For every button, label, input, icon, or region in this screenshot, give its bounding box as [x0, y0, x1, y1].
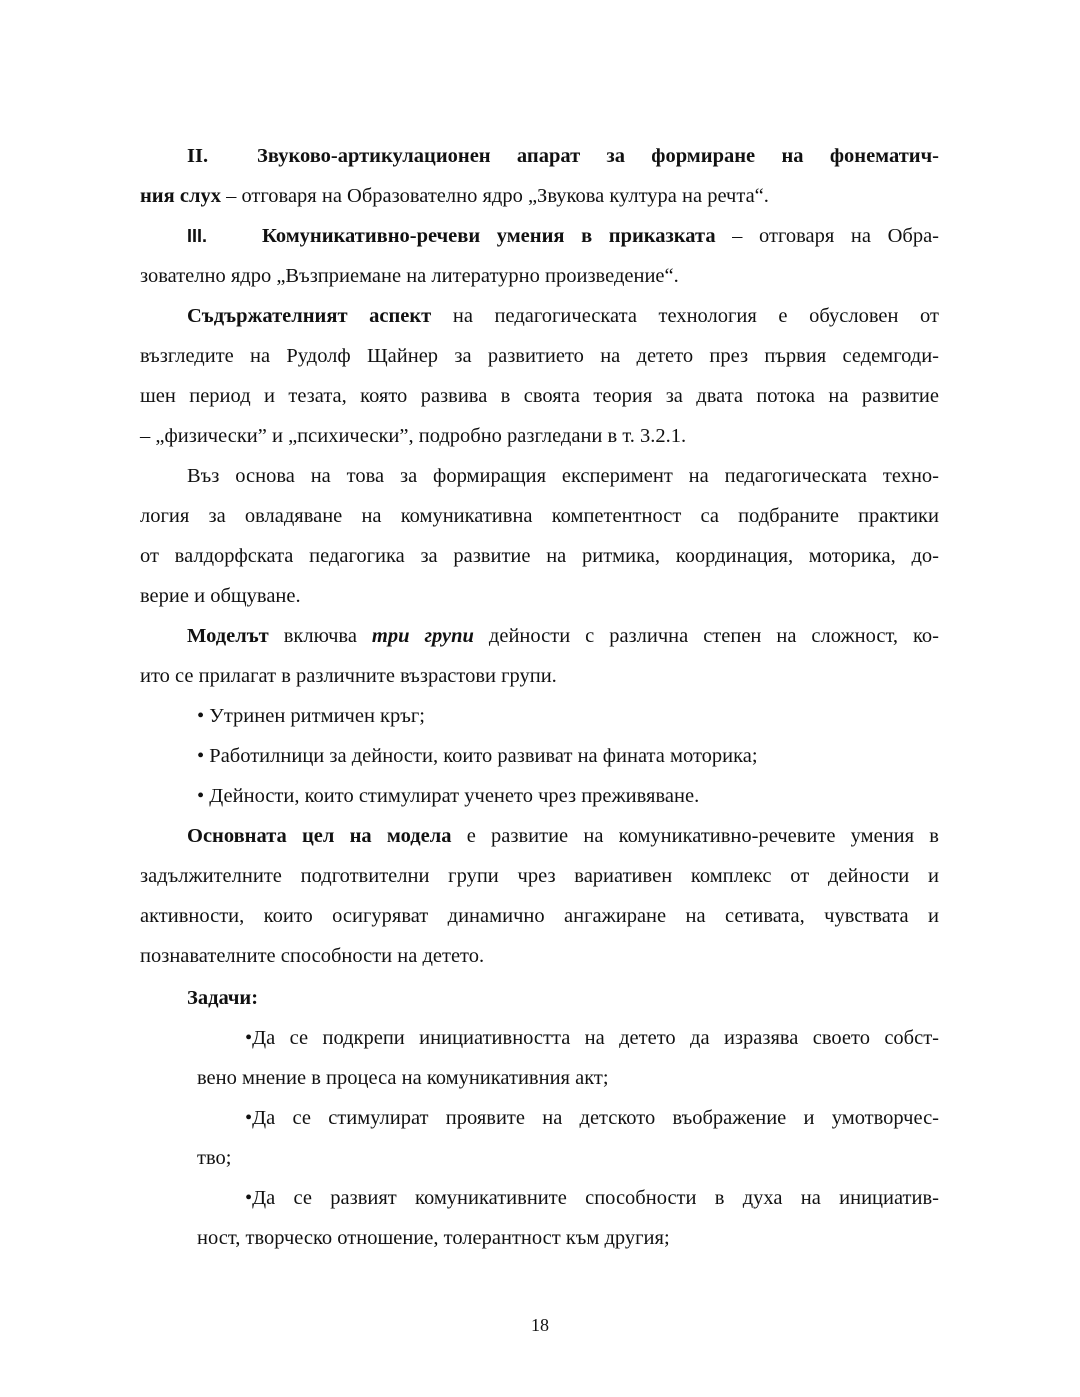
content-aspect-term: Съдържателният аспект — [187, 305, 432, 327]
model-text-b: дейности с различна степен на сложност, ко- — [473, 625, 939, 647]
page-number: 18 — [531, 1315, 549, 1335]
section-ii-numeral: II. — [187, 145, 209, 167]
task-item-line1: •Да се развият комуникативните способности в духа на инициатив- — [245, 1187, 939, 1209]
model-line2: ито се прилагат в различните възрастови групи. — [140, 665, 557, 687]
basis-line4: верие и общуване. — [140, 585, 301, 607]
model-term: Моделът — [187, 625, 269, 647]
basis-line2: логия за овладяване на комуникативна компетентност са подбраните практики — [140, 505, 939, 527]
tasks-heading-text: Задачи: — [187, 987, 259, 1009]
goal-line3: активности, които осигуряват динамично ангажиране на сетивата, чувствата и — [140, 905, 939, 927]
section-ii-heading-line1 — [187, 142, 939, 170]
section-ii-heading-cont: ния слух — [140, 185, 221, 207]
task-item-line2: вено мнение в процеса на комуникативния акт; — [197, 1067, 609, 1089]
content-aspect-text: на педагогическата технология е обусловен от — [431, 305, 939, 327]
section-iii-heading: Комуникативно-речеви умения в приказката — [262, 225, 716, 247]
model-text-a: включва — [268, 625, 372, 647]
model-line1 — [187, 622, 939, 650]
section-iii-line2: зователно ядро „Възприемане на литературно произведение“. — [140, 265, 679, 287]
section-iii-numeral: III. — [187, 226, 208, 246]
section-iii-line1 — [187, 222, 939, 250]
bullet-item: • Дейности, които стимулират ученето чрез преживяване. — [197, 785, 700, 807]
task-item-line1: •Да се стимулират проявите на детското въображение и умотворчес- — [245, 1107, 939, 1129]
goal-term: Основната цел на модела — [187, 825, 452, 847]
task-item-line2: тво; — [197, 1147, 232, 1169]
goal-line1 — [187, 822, 939, 850]
bullet-item: • Утринен ритмичен кръг; — [197, 705, 425, 727]
content-aspect-line2: възгледите на Рудолф Щайнер за развитието на детето през първия седемгоди- — [140, 345, 939, 367]
task-item-line2: ност, творческо отношение, толерантност към другия; — [197, 1227, 670, 1249]
section-iii-text: – отговаря на Обра- — [715, 225, 939, 247]
model-emphasis: три групи — [371, 625, 474, 647]
goal-text: е развитие на комуникативно-речевите умения в — [451, 825, 939, 847]
tasks-heading — [187, 984, 258, 1012]
basis-line3: от валдорфската педагогика за развитие на ритмика, координация, моторика, до- — [140, 545, 939, 567]
goal-line2: задължителните подготвителни групи чрез вариативен комплекс от дейности и — [140, 865, 939, 887]
bullet-item: • Работилници за дейности, които развиват на фината моторика; — [197, 745, 758, 767]
goal-line4: познавателните способности на детето. — [140, 945, 485, 967]
basis-line1: Въз основа на това за формиращия експеримент на педагогическата техно- — [187, 465, 939, 487]
section-ii-line2 — [140, 182, 769, 210]
section-ii-text: – отговаря на Образователно ядро „Звукова култура на речта“. — [220, 185, 769, 207]
section-ii-heading: Звуково-артикулационен апарат за формиране на фонематич- — [257, 145, 939, 167]
content-aspect-line3: шен период и тезата, която развива в своята теория за двата потока на развитие — [140, 385, 939, 407]
task-item-line1: •Да се подкрепи инициативността на детето да изразява своето собст- — [245, 1027, 939, 1049]
content-aspect-line1 — [187, 302, 939, 330]
content-aspect-line4: – „физически” и „психически”, подробно разгледани в т. 3.2.1. — [140, 425, 687, 447]
